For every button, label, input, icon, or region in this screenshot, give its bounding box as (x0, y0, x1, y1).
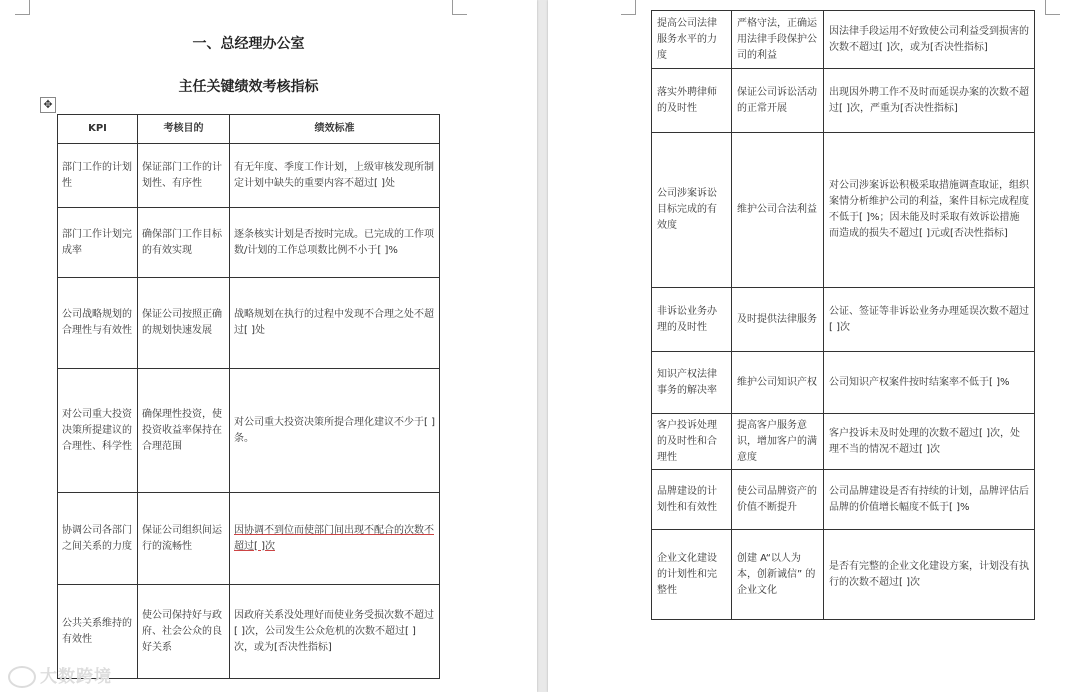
kpi-cell: 公司战略规划的合理性与有效性 (58, 278, 138, 369)
kpi-cell: 知识产权法律事务的解决率 (652, 352, 732, 414)
kpi-cell: 非诉讼业务办理的及时性 (652, 288, 732, 352)
table-row (58, 208, 440, 278)
table-row (58, 369, 440, 493)
table-header-row (58, 115, 440, 144)
purpose-cell: 及时提供法律服务 (732, 288, 824, 352)
kpi-cell: 公司涉案诉讼目标完成的有效度 (652, 133, 732, 288)
kpi-table-continued (651, 10, 1035, 620)
standard-cell: 出现因外聘工作不及时而延误办案的次数不超过[ ]次，严重为[否决性指标] (824, 69, 1035, 133)
page-corner-mark (621, 0, 636, 15)
standard-cell: 公司品牌建设是否有持续的计划，品牌评估后品牌的价值增长幅度不低于[ ]% (824, 470, 1035, 530)
purpose-cell: 确保理性投资，使投资收益率保持在合理范围 (138, 369, 230, 493)
kpi-cell: 落实外聘律师的及时性 (652, 69, 732, 133)
document-page-left (0, 0, 537, 692)
table-row (652, 530, 1035, 620)
watermark: 大数跨境 (8, 662, 112, 688)
column-header-standard: 绩效标准 (230, 115, 440, 144)
purpose-cell: 严格守法，正确运用法律手段保护公司的利益 (732, 11, 824, 69)
purpose-cell: 确保部门工作目标的有效实现 (138, 208, 230, 278)
kpi-cell: 企业文化建设的计划性和完整性 (652, 530, 732, 620)
standard-cell: 有无年度、季度工作计划，上级审核发现所制定计划中缺失的重要内容不超过[ ]处 (230, 144, 440, 208)
table-row (652, 11, 1035, 69)
kpi-cell: 对公司重大投资决策所提建议的合理性、科学性 (58, 369, 138, 493)
kpi-cell: 部门工作计划完成率 (58, 208, 138, 278)
table-row (652, 133, 1035, 288)
standard-cell: 逐条核实计划是否按时完成。已完成的工作项数/计划的工作总项数比例不小于[ ]% (230, 208, 440, 278)
table-row (652, 69, 1035, 133)
kpi-table (57, 114, 440, 679)
kpi-cell: 提高公司法律服务水平的力度 (652, 11, 732, 69)
table-row (58, 144, 440, 208)
table-row (652, 352, 1035, 414)
standard-cell: 因协调不到位而使部门间出现不配合的次数不超过[ ]次 (230, 493, 440, 585)
purpose-cell: 提高客户服务意识，增加客户的满意度 (732, 414, 824, 470)
purpose-cell: 创建 A“以人为本，创新诚信” 的企业文化 (732, 530, 824, 620)
table-row (652, 288, 1035, 352)
standard-cell: 公司知识产权案件按时结案率不低于[ ]% (824, 352, 1035, 414)
table-row (58, 278, 440, 369)
page-corner-mark (15, 0, 30, 15)
standard-cell: 公证、签证等非诉讼业务办理延误次数不超过[ ]次 (824, 288, 1035, 352)
purpose-cell: 维护公司知识产权 (732, 352, 824, 414)
purpose-cell: 使公司保持好与政府、社会公众的良好关系 (138, 585, 230, 679)
standard-cell: 战略规划在执行的过程中发现不合理之处不超过[ ]处 (230, 278, 440, 369)
page-corner-mark (1045, 0, 1060, 15)
table-row (652, 470, 1035, 530)
standard-cell: 因法律手段运用不好致使公司利益受到损害的次数不超过[ ]次，或为[否决性指标] (824, 11, 1035, 69)
kpi-cell: 客户投诉处理的及时性和合理性 (652, 414, 732, 470)
kpi-cell: 部门工作的计划性 (58, 144, 138, 208)
table-title: 主任关键绩效考核指标 (178, 79, 319, 95)
watermark-logo-icon (8, 666, 36, 688)
standard-cell: 是否有完整的企业文化建设方案，计划没有执行的次数不超过[ ]次 (824, 530, 1035, 620)
table-row (58, 585, 440, 679)
purpose-cell: 保证公司组织间运行的流畅性 (138, 493, 230, 585)
section-heading: 一、总经理办公室 (192, 36, 305, 52)
purpose-cell: 保证公司按照正确的规划快速发展 (138, 278, 230, 369)
purpose-cell: 使公司品牌资产的价值不断提升 (732, 470, 824, 530)
standard-cell: 客户投诉未及时处理的次数不超过[ ]次，处理不当的情况不超过[ ]次 (824, 414, 1035, 470)
column-header-kpi: KPI (58, 115, 138, 144)
kpi-cell: 公共关系维持的有效性 (58, 585, 138, 679)
standard-cell: 对公司涉案诉讼积极采取措施调查取证，组织案情分析维护公司的利益，案件目标完成程度不低于[ ]%；因未能及时采取有效诉讼措施而造成的损失不超过[ ]元或[否决性指标] (824, 133, 1035, 288)
table-row (652, 414, 1035, 470)
page-corner-mark (452, 0, 467, 15)
move-arrows-icon[interactable]: ✥ (40, 97, 56, 113)
kpi-cell: 协调公司各部门之间关系的力度 (58, 493, 138, 585)
purpose-cell: 保证公司诉讼活动的正常开展 (732, 69, 824, 133)
standard-cell: 对公司重大投资决策所提合理化建议不少于[ ]条。 (230, 369, 440, 493)
column-header-purpose: 考核目的 (138, 115, 230, 144)
table-row (58, 493, 440, 585)
purpose-cell: 维护公司合法利益 (732, 133, 824, 288)
standard-cell: 因政府关系没处理好而使业务受损次数不超过[ ]次，公司发生公众危机的次数不超过[ ]次，或为[否决性指标] (230, 585, 440, 679)
kpi-cell: 品牌建设的计划性和有效性 (652, 470, 732, 530)
purpose-cell: 保证部门工作的计划性、有序性 (138, 144, 230, 208)
